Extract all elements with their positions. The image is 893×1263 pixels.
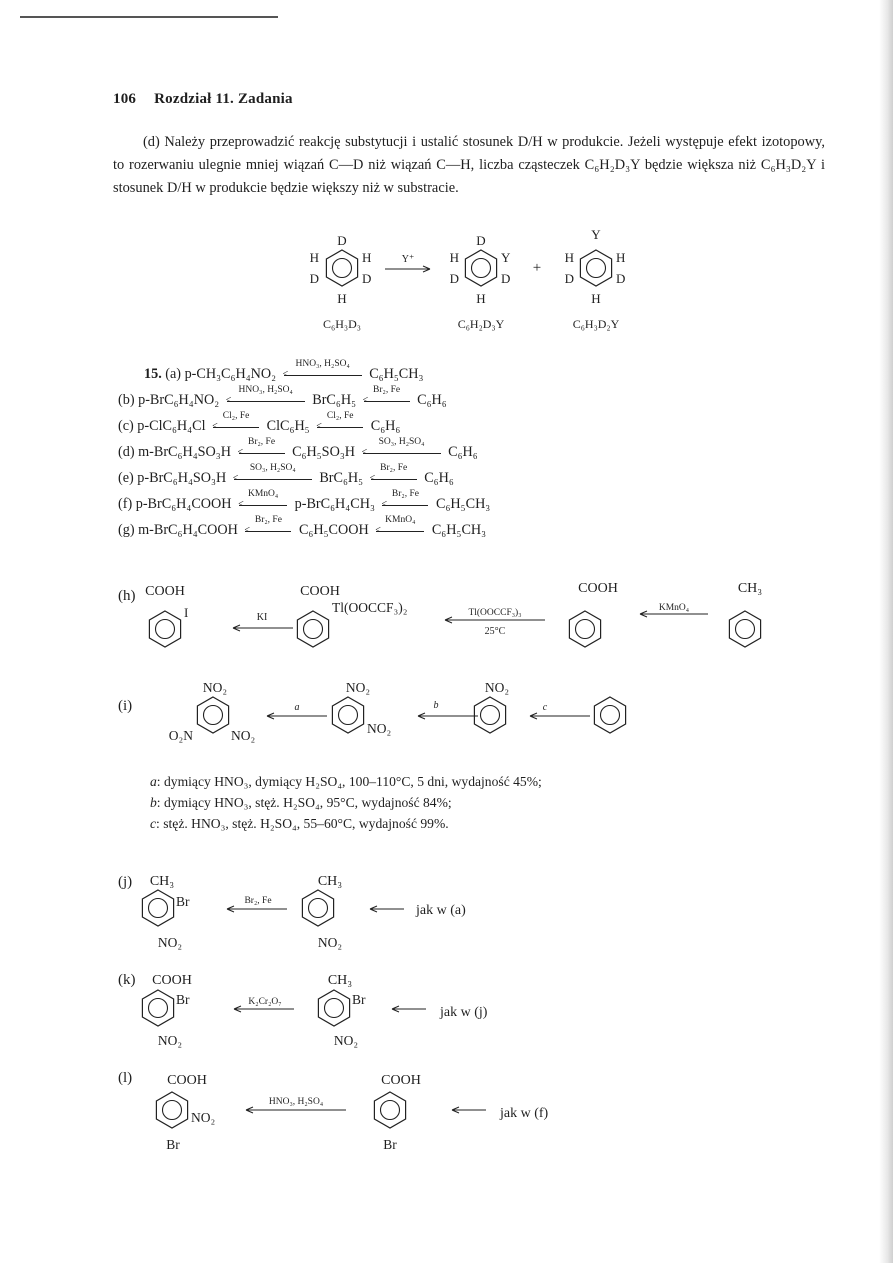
conditions-notes: [150, 771, 542, 834]
svg-text:NO₂: NO₂: [157, 935, 183, 950]
svg-text:D: D: [309, 271, 319, 286]
svg-text:Br: Br: [352, 992, 366, 1007]
svg-text:(j): (j): [118, 874, 133, 890]
scheme-d: [310, 227, 626, 331]
svg-text:D: D: [449, 271, 459, 286]
chapter-title: Rozdział 11. Zadania: [154, 91, 293, 107]
svg-text:(h): (h): [118, 588, 136, 604]
condition-a: a: dymiący HNO₃, dymiący H₂SO₄, 100–110°C, 5 dni, wydajność 45%;: [150, 774, 542, 789]
svg-text:D: D: [501, 271, 511, 286]
scheme-k: [118, 972, 488, 1048]
svg-text:CH₃: CH₃: [149, 874, 175, 889]
condition-c: c: stęż. HNO₃, stęż. H₂SO₄, 55–60°C, wydajność 99%.: [150, 816, 449, 831]
svg-text:Y: Y: [591, 227, 601, 242]
svg-text:b: b: [433, 700, 439, 711]
svg-text:Br: Br: [383, 1137, 397, 1152]
svg-text:Br: Br: [166, 1137, 180, 1152]
svg-text:NO₂: NO₂: [157, 1033, 183, 1048]
scheme-j: [118, 874, 466, 950]
reaction-g: (g) m-BrC₆H₄COOH < Br₂, Fe C₆H₅COOH < KMnO₄ C₆H₅CH₃: [118, 514, 487, 538]
scheme-l: [118, 1070, 549, 1152]
reaction-a: 15. (a) p-CH₃C₆H₄NO₂ < HNO₃, H₂SO₄ C₆H₅CH₃: [144, 358, 424, 382]
svg-text:+: +: [532, 260, 542, 276]
label-c6h2d3y: C₆H₂D₃Y: [457, 317, 505, 331]
svg-text:(k): (k): [118, 972, 136, 988]
svg-text:NO₂: NO₂: [202, 680, 228, 695]
svg-text:jak w (j): jak w (j): [440, 1005, 488, 1020]
reaction-f: (f) p-BrC₆H₄COOH < KMnO₄ p-BrC₆H₄CH₃ < Br₂, Fe C₆H₅CH₃: [118, 488, 491, 512]
svg-text:H: H: [449, 250, 459, 265]
svg-text:jak w (a): jak w (a): [416, 903, 466, 918]
arrow-y-plus: [385, 254, 430, 272]
svg-text:NO₂: NO₂: [333, 1033, 359, 1048]
svg-text:H: H: [476, 291, 486, 306]
svg-text:O₂N: O₂N: [168, 728, 193, 743]
svg-text:NO₂: NO₂: [345, 680, 371, 695]
svg-text:Tl(OOCCF₃)₃: Tl(OOCCF₃)₃: [468, 608, 522, 618]
svg-text:D: D: [564, 271, 574, 286]
label-c6h3d2y: C₆H₃D₂Y: [572, 317, 620, 331]
svg-text:HNO₃, H₂SO₄: HNO₃, H₂SO₄: [268, 1097, 324, 1107]
svg-text:NO₂: NO₂: [317, 935, 343, 950]
scheme-h: [118, 581, 762, 647]
ring-product2: [565, 227, 626, 331]
svg-text:(i): (i): [118, 698, 133, 714]
svg-text:KMnO₄: KMnO₄: [658, 603, 690, 613]
svg-text:H: H: [591, 291, 601, 306]
svg-text:H: H: [337, 291, 347, 306]
svg-text:NO₂: NO₂: [231, 728, 256, 743]
page-number: 106: [113, 91, 137, 107]
svg-text:Y: Y: [501, 250, 511, 265]
svg-text:NO₂: NO₂: [191, 1110, 216, 1125]
svg-text:(l): (l): [118, 1070, 133, 1086]
scheme-i: [118, 680, 626, 743]
reaction-b: (b) p-BrC₆H₄NO₂ < HNO₃, H₂SO₄ BrC₆H₅ < Br₂, Fe C₆H₆: [118, 384, 447, 408]
svg-text:COOH: COOH: [167, 1073, 207, 1088]
svg-text:NO₂: NO₂: [367, 721, 392, 736]
svg-text:D: D: [616, 271, 626, 286]
svg-text:H: H: [309, 250, 319, 265]
svg-text:COOH: COOH: [145, 584, 185, 599]
svg-text:H: H: [564, 250, 574, 265]
svg-text:Tl(OOCCF₃)₂: Tl(OOCCF₃)₂: [332, 600, 408, 615]
paragraph-text: (d) Należy przeprowadzić reakcję substytucji i ustalić stosunek D/H w produkcie. Jeżeli występuje efekt izotopowy, to rozerwaniu ulegnie mniej wiązań C—D niż wiązań C—H, liczba cząsteczek C₆H₂D₃Y będzie większa niż C₆H₃D₂Y i stosunek D/H w produkcie będzie większy niż w substracie.: [113, 134, 825, 196]
svg-text:25°C: 25°C: [484, 626, 506, 637]
svg-text:Br₂, Fe: Br₂, Fe: [244, 896, 272, 906]
svg-text:COOH: COOH: [578, 581, 618, 596]
svg-text:D: D: [337, 233, 347, 248]
svg-text:H: H: [616, 250, 626, 265]
svg-text:K₂Cr₂O₇: K₂Cr₂O₇: [248, 997, 282, 1007]
svg-text:a: a: [294, 702, 300, 713]
svg-text:D: D: [476, 233, 486, 248]
svg-text:Br: Br: [176, 992, 190, 1007]
reaction-c: (c) p-ClC₆H₄Cl < Cl₂, Fe ClC₆H₅ < Cl₂, Fe C₆H₆: [118, 410, 401, 434]
svg-text:KI: KI: [256, 612, 268, 623]
ring-product1: [450, 233, 511, 331]
reaction-e: (e) p-BrC₆H₄SO₃H < SO₃, H₂SO₄ BrC₆H₅ < Br₂, Fe C₆H₆: [118, 462, 454, 486]
svg-text:c: c: [542, 702, 548, 713]
reaction-d: (d) m-BrC₆H₄SO₃H < Br₂, Fe C₆H₅SO₃H < SO₃, H₂SO₄ C₆H₆: [118, 436, 478, 460]
svg-text:Br: Br: [176, 894, 190, 909]
svg-text:CH₃: CH₃: [737, 581, 763, 596]
svg-text:jak w (f): jak w (f): [500, 1106, 549, 1121]
svg-text:CH₃: CH₃: [317, 874, 343, 889]
label-c6h3d3: C₆H₃D₃: [323, 317, 361, 331]
svg-text:COOH: COOH: [152, 973, 192, 988]
svg-text:D: D: [362, 271, 372, 286]
ring-start: [310, 233, 372, 331]
svg-text:I: I: [184, 605, 189, 620]
svg-text:COOH: COOH: [381, 1073, 421, 1088]
svg-text:H: H: [362, 250, 372, 265]
condition-b: b: dymiący HNO₃, stęż. H₂SO₄, 95°C, wydajność 84%;: [150, 795, 452, 810]
svg-text:CH₃: CH₃: [327, 973, 353, 988]
svg-text:NO₂: NO₂: [484, 680, 510, 695]
svg-text:Y⁺: Y⁺: [401, 254, 415, 265]
svg-text:COOH: COOH: [300, 584, 340, 599]
